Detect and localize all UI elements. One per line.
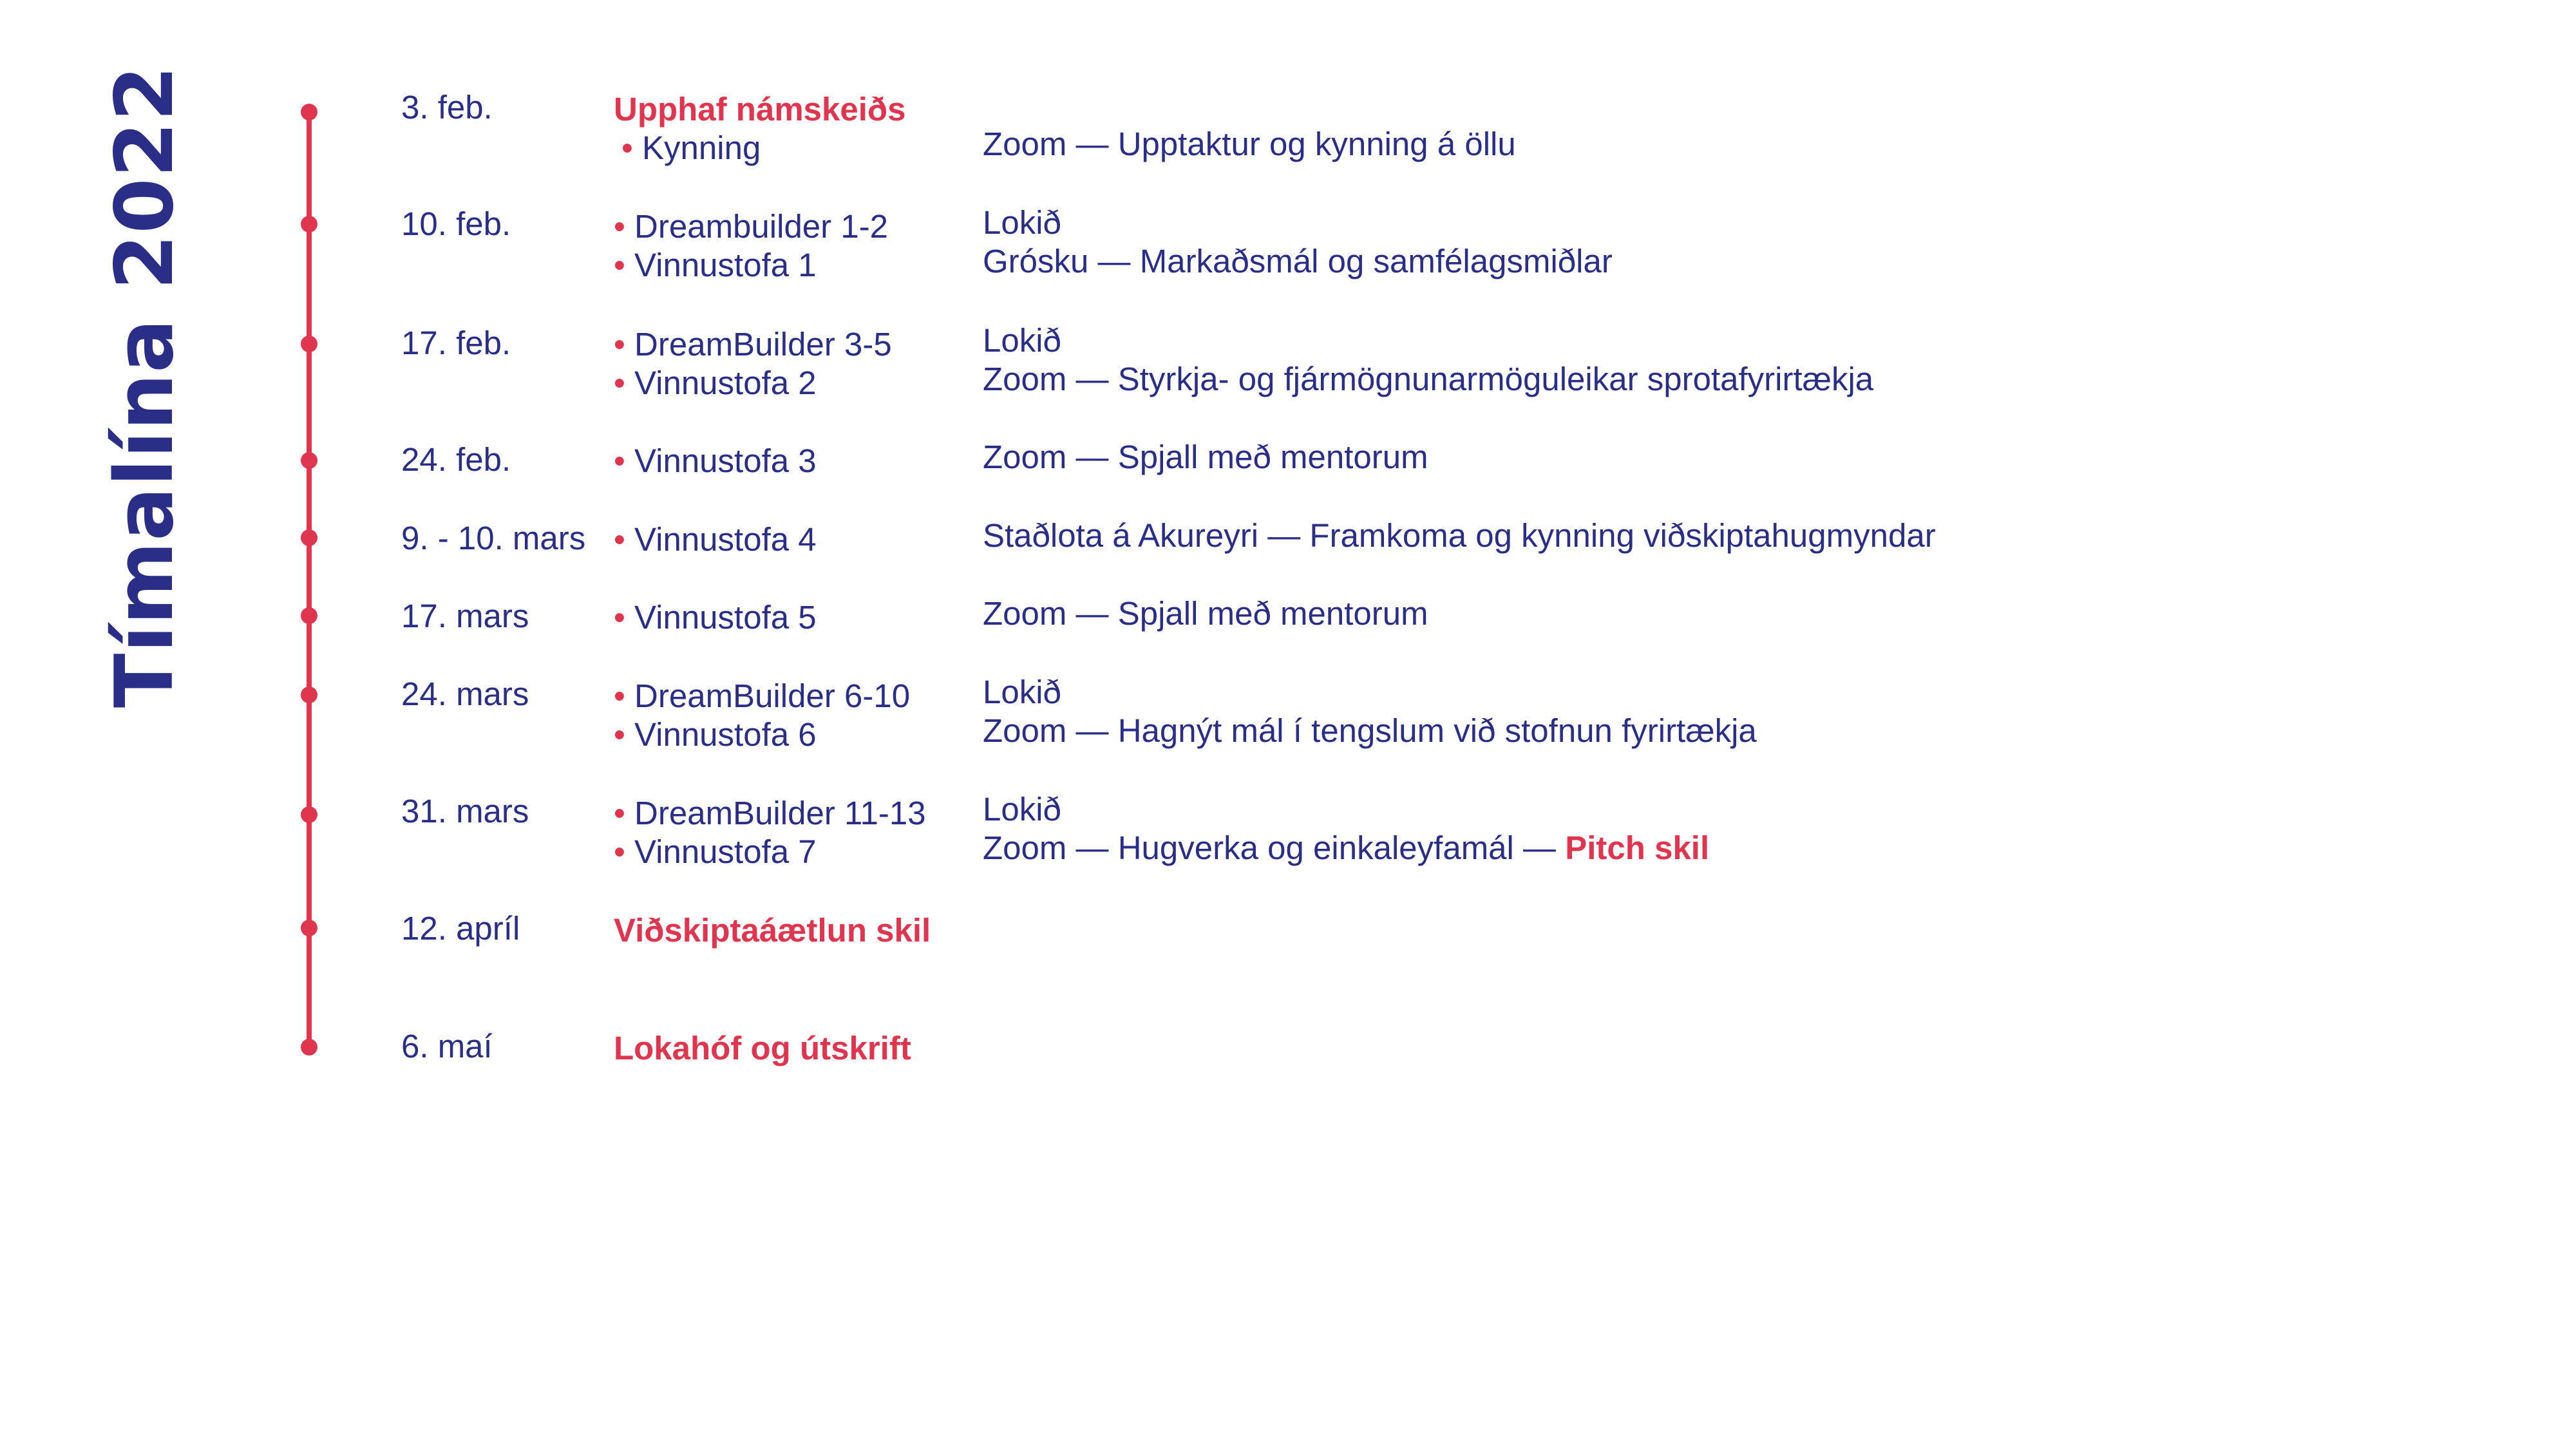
row-item: • Vinnustofa 5	[614, 599, 817, 636]
timeline-dot	[301, 452, 317, 469]
row-item: • Vinnustofa 1	[614, 247, 817, 283]
row-date: 24. feb.	[401, 441, 511, 478]
timeline-title	[99, 64, 191, 708]
row-date: 6. maí	[401, 1028, 493, 1065]
row-heading: Lokahóf og útskrift	[614, 1030, 911, 1066]
timeline-dot	[301, 104, 317, 120]
row-item: • Vinnustofa 3	[614, 442, 817, 479]
row-detail: Staðlota á Akureyri — Framkoma og kynning viðskiptahugmyndar	[983, 517, 1936, 554]
row-item: • Kynning	[621, 129, 761, 166]
row-status: Lokið	[983, 204, 1061, 241]
row-status: Lokið	[983, 791, 1061, 828]
row-date: 12. apríl	[401, 910, 520, 947]
timeline-dot	[301, 336, 317, 352]
timeline-dot	[301, 607, 317, 624]
timeline-title-text: Tímalína 2022	[99, 64, 191, 708]
row-item: • Vinnustofa 7	[614, 833, 817, 870]
timeline-dot	[301, 529, 317, 546]
row-detail: Zoom — Upptaktur og kynning á öllu	[983, 126, 1516, 162]
row-date: 17. mars	[401, 598, 529, 634]
row-item: • Dreambuilder 1-2	[614, 208, 889, 245]
row-status: Lokið	[983, 674, 1061, 710]
row-status: Lokið	[983, 322, 1061, 359]
row-item: • Vinnustofa 6	[614, 716, 817, 753]
row-detail: Zoom — Hagnýt mál í tengslum við stofnun fyrirtækja	[983, 712, 1757, 749]
row-detail: Zoom — Spjall með mentorum	[983, 595, 1428, 632]
row-item: • DreamBuilder 11-13	[614, 795, 926, 831]
timeline-dot	[301, 687, 317, 703]
row-detail: Grósku — Markaðsmál og samfélagsmiðlar	[983, 243, 1613, 279]
row-date: 31. mars	[401, 793, 529, 829]
row-date: 17. feb.	[401, 325, 511, 361]
row-date: 3. feb.	[401, 89, 493, 126]
timeline-dot	[301, 216, 317, 232]
row-heading: Upphaf námskeiðs	[614, 91, 906, 128]
row-item: • DreamBuilder 3-5	[614, 326, 892, 363]
timeline-dot	[301, 1039, 317, 1056]
row-heading: Viðskiptaáætlun skil	[614, 912, 931, 949]
row-date: 24. mars	[401, 676, 529, 712]
row-item: • Vinnustofa 4	[614, 521, 817, 558]
pitch-highlight: Pitch skil	[1565, 829, 1710, 866]
timeline-dot	[301, 806, 317, 823]
row-date: 9. - 10. mars	[401, 520, 586, 556]
row-detail: Zoom — Styrkja- og fjármögnunarmöguleikar sprotafyrirtækja	[983, 361, 1874, 397]
row-date: 10. feb.	[401, 205, 511, 242]
row-detail: Zoom — Hugverka og einkaleyfamál — Pitch skil	[983, 829, 1710, 866]
timeline-line	[307, 111, 312, 1048]
row-detail: Zoom — Spjall með mentorum	[983, 439, 1428, 475]
row-item: • Vinnustofa 2	[614, 365, 817, 401]
row-item: • DreamBuilder 6-10	[614, 677, 911, 714]
timeline-dot	[301, 920, 317, 936]
